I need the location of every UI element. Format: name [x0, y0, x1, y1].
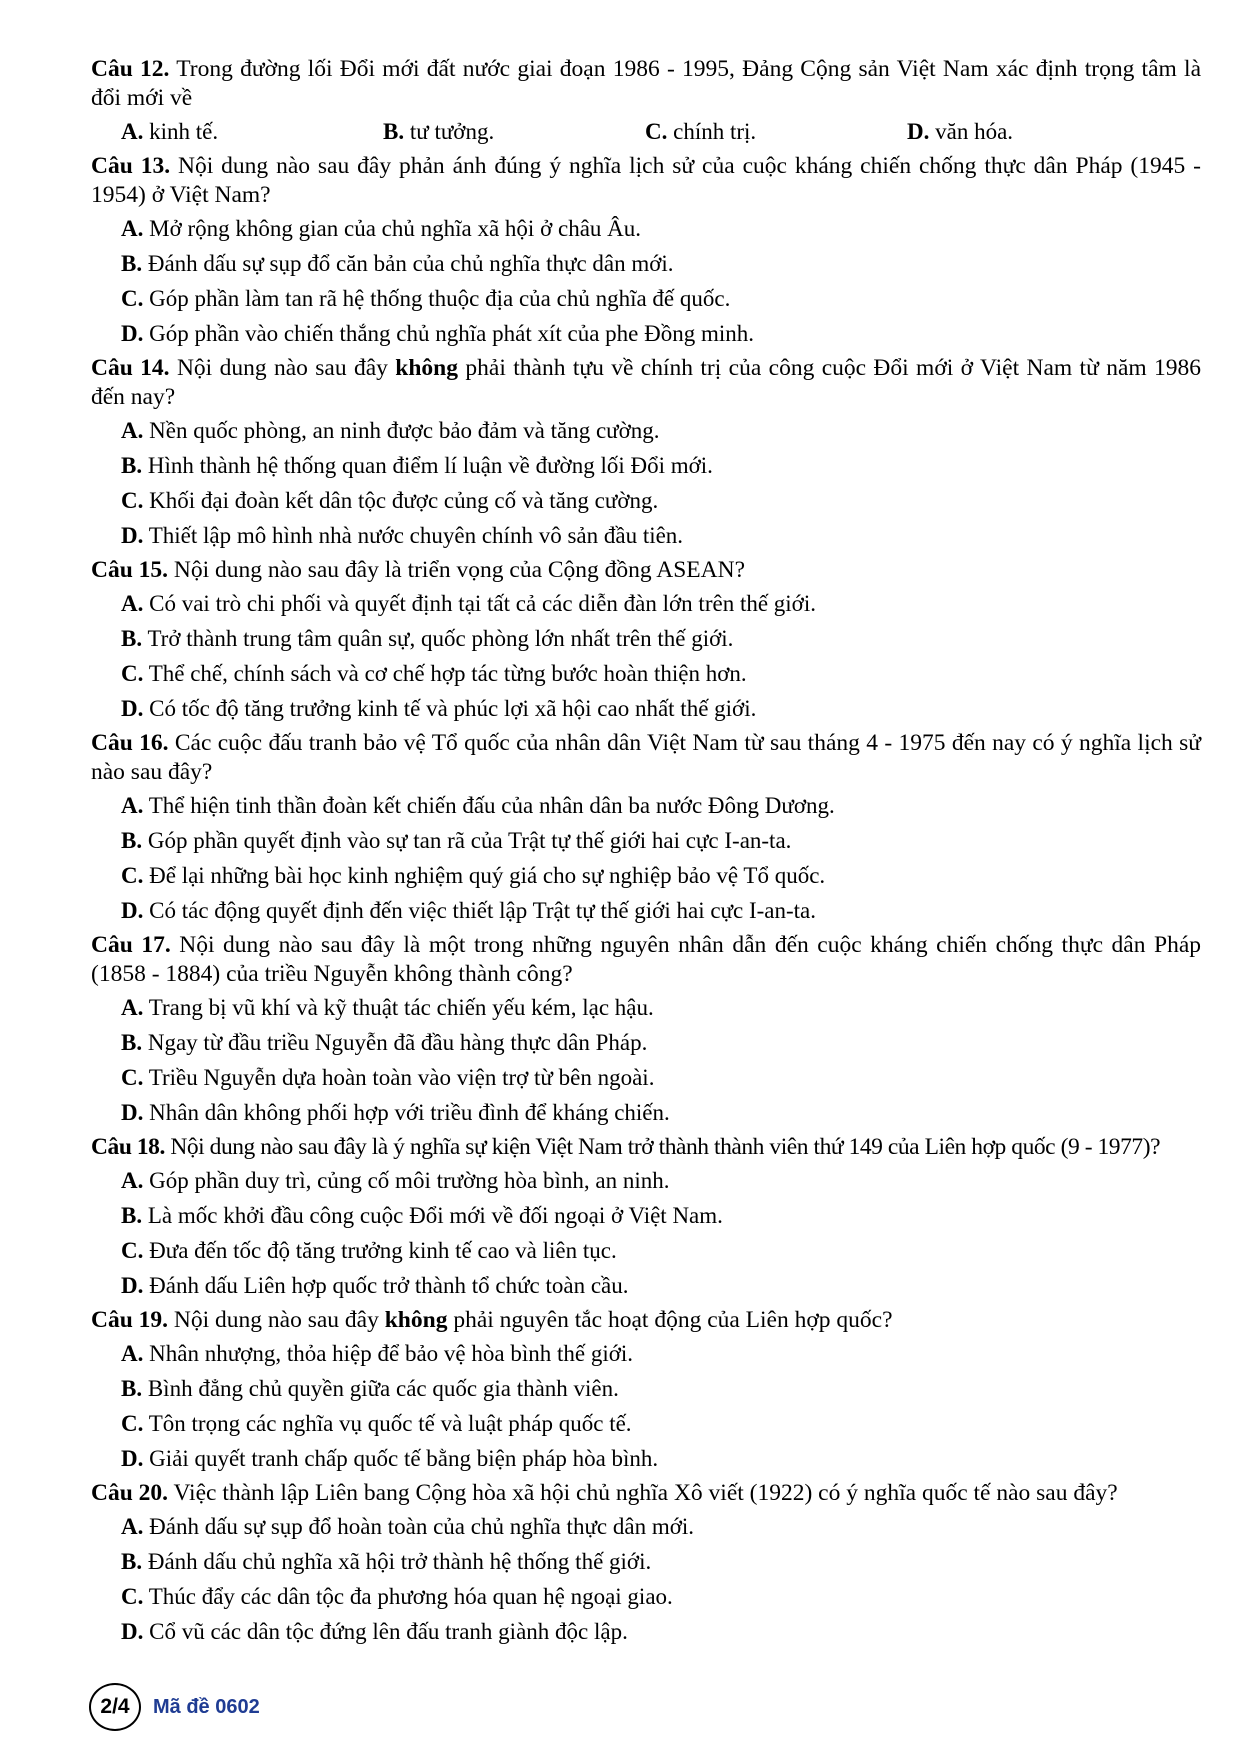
- option-c: [121, 861, 1201, 890]
- option-text: Để lại những bài học kinh nghiệm quý giá cho sự nghiệp bảo vệ Tổ quốc.: [149, 863, 826, 888]
- option-text: chính trị.: [673, 119, 757, 144]
- question-stem: [91, 1479, 1201, 1508]
- question-number: Câu 19.: [91, 1307, 169, 1333]
- option-text: Có vai trò chi phối và quyết định tại tất cả các diễn đàn lớn trên thế giới.: [149, 591, 816, 616]
- option-letter: D.: [121, 1619, 144, 1644]
- option-text: Bình đẳng chủ quyền giữa các quốc gia thành viên.: [147, 1376, 619, 1401]
- option-letter: B.: [121, 626, 143, 651]
- question-17: [91, 931, 1201, 1127]
- option-letter: C.: [121, 488, 144, 513]
- option-letter: B.: [121, 1030, 143, 1055]
- option-d: [121, 1098, 1201, 1127]
- option-c: [121, 284, 1201, 313]
- question-text: Nội dung nào sau đây: [176, 355, 388, 381]
- option-c: [121, 486, 1201, 515]
- question-text: Trong đường lối Đổi mới đất nước giai đoạn 1986 - 1995, Đảng Cộng sản Việt Nam xác định trọng tâm là đổi mới về: [91, 56, 1202, 111]
- option-letter: D.: [121, 321, 144, 346]
- option-letter: D.: [121, 898, 144, 923]
- question-stem: [91, 729, 1201, 787]
- option-c: [121, 659, 1201, 688]
- option-letter: C.: [121, 1411, 144, 1436]
- option-b: [121, 1374, 1201, 1403]
- option-text: Góp phần quyết định vào sự tan rã của Trật tự thế giới hai cực I-an-ta.: [147, 828, 792, 853]
- option-a: [121, 589, 1201, 618]
- option-letter: C.: [645, 119, 668, 144]
- question-12: [91, 55, 1201, 146]
- question-text: phải nguyên tắc hoạt động của Liên hợp quốc?: [453, 1307, 893, 1333]
- option-letter: B.: [121, 453, 143, 478]
- option-letter: A.: [121, 1514, 144, 1539]
- option-b: [121, 1547, 1201, 1576]
- option-d: [121, 1444, 1201, 1473]
- option-text: Cổ vũ các dân tộc đứng lên đấu tranh giành độc lập.: [149, 1619, 628, 1644]
- question-number: Câu 13.: [91, 153, 171, 179]
- question-stem: [91, 55, 1201, 113]
- option-text: Thể hiện tinh thần đoàn kết chiến đấu của nhân dân ba nước Đông Dương.: [148, 793, 835, 818]
- option-text: Khối đại đoàn kết dân tộc được củng cố và tăng cường.: [149, 488, 659, 513]
- option-d: [121, 694, 1201, 723]
- question-18: [91, 1133, 1201, 1300]
- option-letter: D.: [121, 1100, 144, 1125]
- option-letter: B.: [121, 1549, 143, 1574]
- option-a: [121, 1339, 1201, 1368]
- question-number: Câu 12.: [91, 56, 170, 82]
- question-16: [91, 729, 1201, 925]
- question-stem: [91, 354, 1201, 412]
- option-c: [121, 1582, 1201, 1611]
- option-letter: A.: [121, 216, 144, 241]
- option-text: Đưa đến tốc độ tăng trưởng kinh tế cao và liên tục.: [149, 1238, 617, 1263]
- question-14: [91, 354, 1201, 550]
- option-text: Đánh dấu sự sụp đổ hoàn toàn của chủ nghĩa thực dân mới.: [149, 1514, 695, 1539]
- question-text: Nội dung nào sau đây: [173, 1307, 379, 1333]
- option-text: Có tốc độ tăng trưởng kinh tế và phúc lợi xã hội cao nhất thế giới.: [149, 696, 757, 721]
- options-row: [121, 117, 1201, 146]
- option-a: [121, 791, 1201, 820]
- option-c: [121, 1409, 1201, 1438]
- option-text: Đánh dấu sự sụp đổ căn bản của chủ nghĩa thực dân mới.: [147, 251, 674, 276]
- exam-page: [91, 55, 1201, 1652]
- option-b: [121, 249, 1201, 278]
- question-19: [91, 1306, 1201, 1473]
- option-c: [121, 1236, 1201, 1265]
- option-c: [645, 117, 907, 146]
- option-text: Góp phần vào chiến thắng chủ nghĩa phát xít của phe Đồng minh.: [149, 321, 755, 346]
- option-text: Là mốc khởi đầu công cuộc Đổi mới về đối ngoại ở Việt Nam.: [147, 1203, 723, 1228]
- option-letter: C.: [121, 1238, 144, 1263]
- option-text: Trở thành trung tâm quân sự, quốc phòng lớn nhất trên thế giới.: [147, 626, 734, 651]
- option-b: [121, 826, 1201, 855]
- option-a: [121, 993, 1201, 1022]
- question-text: Các cuộc đấu tranh bảo vệ Tổ quốc của nhân dân Việt Nam từ sau tháng 4 - 1975 đến nay có ý nghĩa lịch sử nào sau đây?: [91, 730, 1202, 785]
- question-number: Câu 15.: [91, 557, 169, 583]
- question-text: Nội dung nào sau đây là ý nghĩa sự kiện Việt Nam trở thành thành viên thứ 149 của Liên hợp quốc (9 - 1977)?: [170, 1134, 1161, 1160]
- option-text: Nền quốc phòng, an ninh được bảo đảm và tăng cường.: [149, 418, 660, 443]
- question-text: phải thành tựu về chính trị của công cuộc Đổi mới ở Việt Nam từ năm 1986 đến nay?: [91, 355, 1202, 410]
- option-letter: D.: [121, 523, 144, 548]
- option-letter: D.: [121, 1273, 144, 1298]
- option-letter: C.: [121, 286, 144, 311]
- option-d: [121, 521, 1201, 550]
- option-b: [121, 1028, 1201, 1057]
- option-d: [121, 1617, 1201, 1646]
- option-text: Đánh dấu Liên hợp quốc trở thành tổ chức toàn cầu.: [149, 1273, 629, 1298]
- option-text: Tôn trọng các nghĩa vụ quốc tế và luật pháp quốc tế.: [148, 1411, 632, 1436]
- page-number-badge: 2/4: [89, 1683, 141, 1731]
- option-text: kinh tế.: [149, 119, 219, 144]
- option-letter: C.: [121, 1065, 144, 1090]
- option-d: [907, 117, 1169, 146]
- question-number: Câu 14.: [91, 355, 170, 381]
- option-d: [121, 896, 1201, 925]
- option-a: [121, 214, 1201, 243]
- question-text: Nội dung nào sau đây là triển vọng của Cộng đồng ASEAN?: [173, 557, 746, 583]
- option-b: [121, 1201, 1201, 1230]
- exam-code: Mã đề 0602: [153, 1695, 260, 1718]
- option-letter: B.: [121, 1203, 143, 1228]
- option-letter: A.: [121, 418, 144, 443]
- option-text: Ngay từ đầu triều Nguyễn đã đầu hàng thực dân Pháp.: [147, 1030, 648, 1055]
- question-number: Câu 17.: [91, 932, 171, 958]
- question-number: Câu 18.: [91, 1134, 165, 1160]
- question-emphasis: không: [395, 355, 459, 381]
- question-stem: [91, 931, 1201, 989]
- option-letter: D.: [121, 1446, 144, 1471]
- option-text: Thể chế, chính sách và cơ chế hợp tác từng bước hoàn thiện hơn.: [148, 661, 747, 686]
- question-number: Câu 16.: [91, 730, 169, 756]
- option-text: Giải quyết tranh chấp quốc tế bằng biện pháp hòa bình.: [149, 1446, 659, 1471]
- option-letter: D.: [121, 696, 144, 721]
- question-stem: [91, 152, 1201, 210]
- option-b: [121, 451, 1201, 480]
- option-text: Góp phần duy trì, củng cố môi trường hòa bình, an ninh.: [149, 1168, 670, 1193]
- option-letter: B.: [121, 828, 143, 853]
- question-stem: [91, 1306, 1201, 1335]
- option-letter: A.: [121, 1168, 144, 1193]
- option-letter: A.: [121, 995, 144, 1020]
- option-text: tư tưởng.: [409, 119, 495, 144]
- option-letter: C.: [121, 863, 144, 888]
- option-text: Nhân nhượng, thỏa hiệp để bảo vệ hòa bình thế giới.: [149, 1341, 634, 1366]
- option-d: [121, 1271, 1201, 1300]
- question-text: Nội dung nào sau đây phản ánh đúng ý nghĩa lịch sử của cuộc kháng chiến chống thực dân Pháp (1945 - 1954) ở Việt Nam?: [91, 153, 1201, 208]
- page-footer: [89, 1683, 260, 1731]
- question-20: [91, 1479, 1201, 1646]
- option-text: Trang bị vũ khí và kỹ thuật tác chiến yếu kém, lạc hậu.: [148, 995, 654, 1020]
- question-15: [91, 556, 1201, 723]
- option-letter: B.: [121, 1376, 143, 1401]
- option-c: [121, 1063, 1201, 1092]
- option-letter: C.: [121, 1584, 144, 1609]
- question-stem: [91, 1133, 1201, 1162]
- option-b: [121, 624, 1201, 653]
- option-a: [121, 1166, 1201, 1195]
- option-letter: A.: [121, 119, 144, 144]
- question-number: Câu 20.: [91, 1480, 169, 1506]
- option-text: Có tác động quyết định đến việc thiết lập Trật tự thế giới hai cực I-an-ta.: [149, 898, 817, 923]
- option-d: [121, 319, 1201, 348]
- option-b: [383, 117, 645, 146]
- question-text: Nội dung nào sau đây là một trong những nguyên nhân dẫn đến cuộc kháng chiến chống thực dân Pháp (1858 - 1884) của triều Nguyễn không thành công?: [91, 932, 1202, 987]
- option-text: Hình thành hệ thống quan điểm lí luận về đường lối Đổi mới.: [147, 453, 713, 478]
- option-letter: B.: [121, 251, 143, 276]
- option-letter: D.: [907, 119, 930, 144]
- option-letter: B.: [383, 119, 405, 144]
- option-text: văn hóa.: [935, 119, 1014, 144]
- option-a: [121, 1512, 1201, 1541]
- option-letter: C.: [121, 661, 144, 686]
- option-text: Đánh dấu chủ nghĩa xã hội trở thành hệ thống thế giới.: [147, 1549, 652, 1574]
- option-text: Thiết lập mô hình nhà nước chuyên chính vô sản đầu tiên.: [148, 523, 684, 548]
- option-text: Triều Nguyễn dựa hoàn toàn vào viện trợ từ bên ngoài.: [148, 1065, 655, 1090]
- question-emphasis: không: [384, 1307, 448, 1333]
- option-text: Góp phần làm tan rã hệ thống thuộc địa của chủ nghĩa đế quốc.: [149, 286, 731, 311]
- question-stem: [91, 556, 1201, 585]
- question-13: [91, 152, 1201, 348]
- option-a: [121, 117, 383, 146]
- question-text: Việc thành lập Liên bang Cộng hòa xã hội chủ nghĩa Xô viết (1922) có ý nghĩa quốc tế nào sau đây?: [173, 1480, 1118, 1506]
- option-text: Thúc đẩy các dân tộc đa phương hóa quan hệ ngoại giao.: [148, 1584, 673, 1609]
- option-text: Mở rộng không gian của chủ nghĩa xã hội ở châu Âu.: [149, 216, 642, 241]
- option-letter: A.: [121, 591, 144, 616]
- option-letter: A.: [121, 1341, 144, 1366]
- option-text: Nhân dân không phối hợp với triều đình để kháng chiến.: [149, 1100, 670, 1125]
- option-letter: A.: [121, 793, 144, 818]
- option-a: [121, 416, 1201, 445]
